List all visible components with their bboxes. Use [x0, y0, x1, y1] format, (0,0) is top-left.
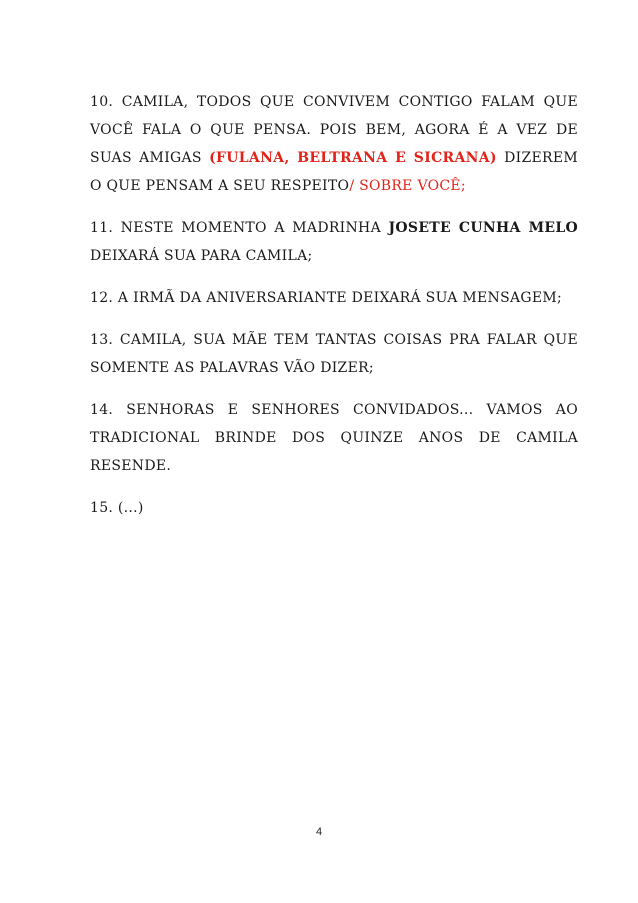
item-11-godmother-name: JOSETE CUNHA MELO	[388, 220, 579, 236]
item-11-text: 11. NESTE MOMENTO A MADRINHA	[90, 220, 389, 236]
page-number: 4	[315, 826, 323, 838]
list-item-12	[90, 284, 578, 312]
item-10-text-continued: DIZEREM O QUE PENSAM A SEU RESPEITO	[90, 150, 578, 194]
list-item-14	[90, 396, 578, 480]
item-11-text-continued: DEIXARÁ SUA PARA CAMILA;	[90, 248, 313, 264]
list-item-11	[90, 214, 578, 270]
item-15-text: 15. (...)	[90, 500, 144, 516]
list-item-10	[90, 88, 578, 200]
list-item-13	[90, 326, 578, 382]
item-14-text: 14. SENHORAS E SENHORES CONVIDADOS... VAMOS AO TRADICIONAL BRINDE DOS QUINZE ANOS DE CAMILA RESENDE.	[90, 402, 578, 474]
item-10-friends-names: (FULANA, BELTRANA E SICRANA)	[209, 150, 497, 166]
item-10-text: 10. CAMILA, TODOS QUE CONVIVEM CONTIGO FALAM QUE VOCÊ FALA O QUE PENSA. POIS BEM, AGORA É A VEZ DE SUAS AMIGAS	[90, 94, 578, 166]
item-10-alternative-text: / SOBRE VOCÊ;	[349, 178, 466, 194]
document-body	[90, 88, 578, 536]
item-13-text: 13. CAMILA, SUA MÃE TEM TANTAS COISAS PRA FALAR QUE SOMENTE AS PALAVRAS VÃO DIZER;	[90, 332, 578, 376]
list-item-15	[90, 494, 578, 522]
item-12-text: 12. A IRMÃ DA ANIVERSARIANTE DEIXARÁ SUA MENSAGEM;	[90, 290, 563, 306]
